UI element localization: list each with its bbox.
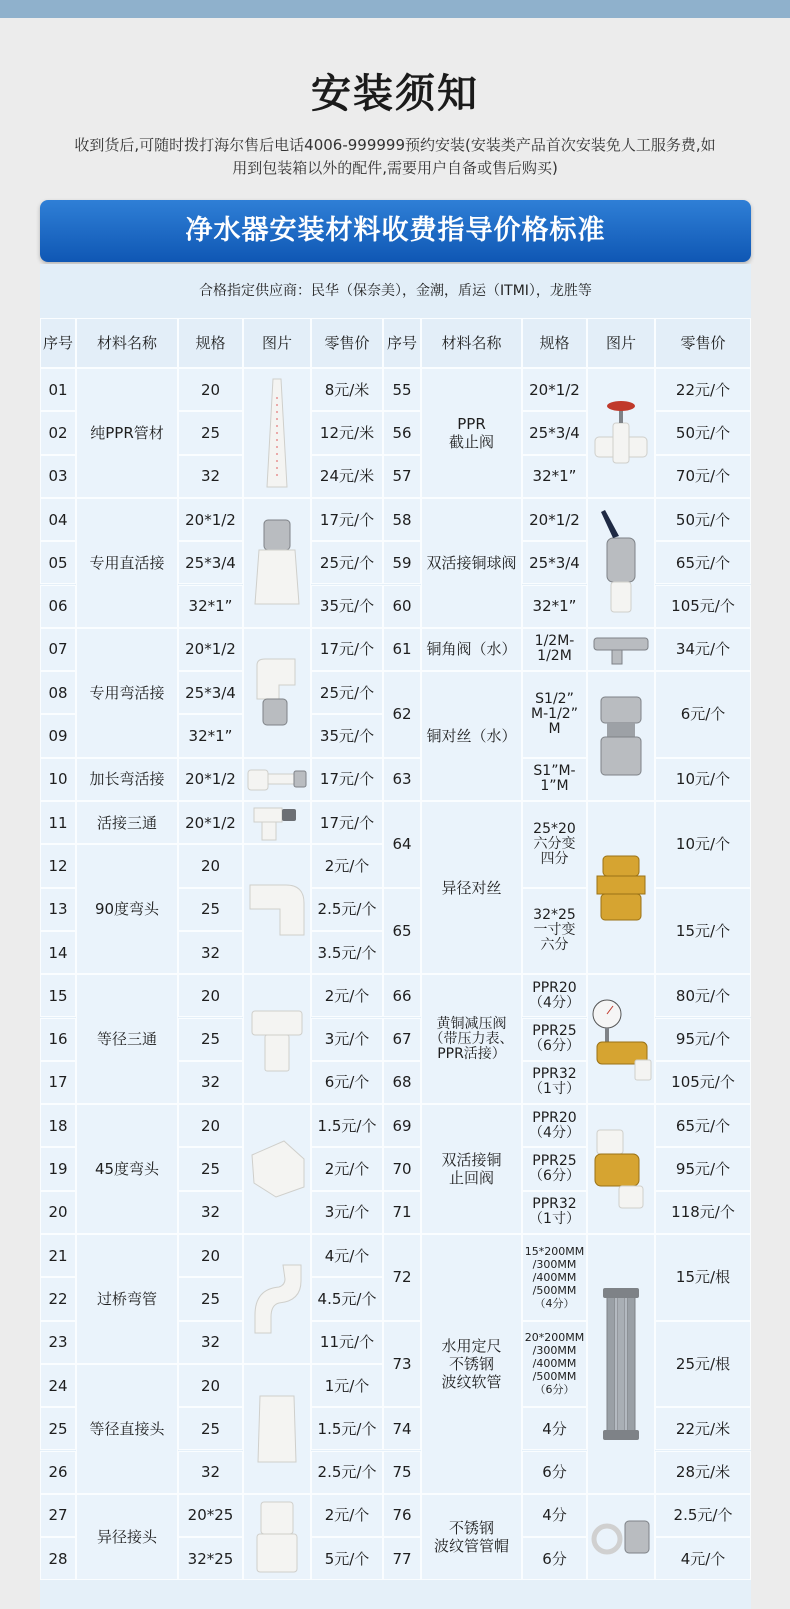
spec: 4分 xyxy=(522,1407,587,1450)
row-number: 73 xyxy=(383,1321,421,1408)
row-number: 55 xyxy=(383,368,421,411)
material-name: 专用弯活接 xyxy=(76,628,178,758)
material-name: 等径三通 xyxy=(76,974,178,1104)
stop-valve-icon xyxy=(591,397,651,469)
column-header: 图片 xyxy=(243,318,311,368)
material-name: 双活接铜球阀 xyxy=(421,498,522,628)
row-number: 16 xyxy=(40,1018,76,1061)
retail-price: 4元/个 xyxy=(655,1537,751,1580)
row-number: 76 xyxy=(383,1494,421,1537)
row-number: 57 xyxy=(383,455,421,498)
retail-price: 34元/个 xyxy=(655,628,751,671)
retail-price: 2元/个 xyxy=(311,1494,383,1537)
spec: 20 xyxy=(178,844,243,887)
retail-price: 12元/米 xyxy=(311,411,383,454)
row-number: 56 xyxy=(383,411,421,454)
column-header: 序号 xyxy=(40,318,76,368)
spec: 20*200MM /300MM /400MM /500MM （6分） xyxy=(522,1321,587,1408)
row-number: 28 xyxy=(40,1537,76,1580)
install-notice: 收到货后,可随时拨打海尔售后电话4006-999999预约安装(安装类产品首次安装免人工服务费,如用到包装箱以外的配件,需要用户自备或售后购买) xyxy=(74,136,716,177)
spec: 20 xyxy=(178,368,243,411)
row-number: 69 xyxy=(383,1104,421,1147)
row-number: 13 xyxy=(40,888,76,931)
spec: 32*1” xyxy=(178,585,243,628)
material-name: 黄铜减压阀 （带压力表、 PPR活接） xyxy=(421,974,522,1104)
spec: 32 xyxy=(178,1191,243,1234)
spec: 32 xyxy=(178,455,243,498)
retail-price: 17元/个 xyxy=(311,758,383,801)
retail-price: 25元/个 xyxy=(311,671,383,714)
retail-price: 2.5元/个 xyxy=(311,1451,383,1494)
spec: 25*20 六分变 四分 xyxy=(522,801,587,888)
retail-price: 17元/个 xyxy=(311,801,383,844)
spec: 20*1/2 xyxy=(178,628,243,671)
material-name: 水用定尺 不锈钢 波纹软管 xyxy=(421,1234,522,1494)
spec: 32 xyxy=(178,1061,243,1104)
retail-price: 15元/个 xyxy=(655,888,751,975)
retail-price: 22元/米 xyxy=(655,1407,751,1450)
row-number: 62 xyxy=(383,671,421,758)
price-table xyxy=(40,318,751,1609)
retail-price: 17元/个 xyxy=(311,498,383,541)
long-elbow-union-icon xyxy=(246,766,308,792)
spec: 20*1/2 xyxy=(522,368,587,411)
material-name: 纯PPR管材 xyxy=(76,368,178,498)
row-number: 18 xyxy=(40,1104,76,1147)
retail-price: 5元/个 xyxy=(311,1537,383,1580)
retail-price: 3.5元/个 xyxy=(311,931,383,974)
row-number: 22 xyxy=(40,1277,76,1320)
row-number: 74 xyxy=(383,1407,421,1450)
straight-union-icon xyxy=(251,518,303,608)
spec: 25*3/4 xyxy=(522,541,587,584)
material-name: 加长弯活接 xyxy=(76,758,178,801)
retail-price: 95元/个 xyxy=(655,1018,751,1061)
row-number: 23 xyxy=(40,1321,76,1364)
row-number: 77 xyxy=(383,1537,421,1580)
row-number: 27 xyxy=(40,1494,76,1537)
material-name: 不锈钢 波纹管管帽 xyxy=(421,1494,522,1581)
spec: 25 xyxy=(178,411,243,454)
spec: 32*25 xyxy=(178,1537,243,1580)
top-band xyxy=(0,0,790,18)
retail-price: 2元/个 xyxy=(311,974,383,1017)
row-number: 60 xyxy=(383,585,421,628)
row-number: 68 xyxy=(383,1061,421,1104)
row-number: 63 xyxy=(383,758,421,801)
spec: S1/2” M-1/2” M xyxy=(522,671,587,758)
column-header: 规格 xyxy=(522,318,587,368)
row-number: 72 xyxy=(383,1234,421,1321)
row-number: 20 xyxy=(40,1191,76,1234)
retail-price: 25元/根 xyxy=(655,1321,751,1408)
retail-price: 25元/个 xyxy=(311,541,383,584)
spec: 4分 xyxy=(522,1494,587,1537)
spec: 32*1” xyxy=(178,714,243,757)
spec: PPR25 （6分） xyxy=(522,1147,587,1190)
retail-price: 1.5元/个 xyxy=(311,1407,383,1450)
row-number: 17 xyxy=(40,1061,76,1104)
retail-price: 3元/个 xyxy=(311,1018,383,1061)
retail-price: 17元/个 xyxy=(311,628,383,671)
material-name: 铜角阀（水） xyxy=(421,628,522,671)
elbow-45-icon xyxy=(246,1137,308,1201)
spec: 32*25 一寸变 六分 xyxy=(522,888,587,975)
spec: 32*1” xyxy=(522,585,587,628)
angle-valve-icon xyxy=(592,632,650,666)
spec: 25*3/4 xyxy=(178,671,243,714)
retail-price: 11元/个 xyxy=(311,1321,383,1364)
row-number: 11 xyxy=(40,801,76,844)
spec: 15*200MM /300MM /400MM /500MM （4分） xyxy=(522,1234,587,1321)
row-number: 21 xyxy=(40,1234,76,1277)
retail-price: 35元/个 xyxy=(311,714,383,757)
retail-price: 80元/个 xyxy=(655,974,751,1017)
row-number: 26 xyxy=(40,1451,76,1494)
spec: PPR25 （6分） xyxy=(522,1018,587,1061)
spec: 25 xyxy=(178,1407,243,1450)
row-number: 67 xyxy=(383,1018,421,1061)
row-number: 09 xyxy=(40,714,76,757)
row-number: 15 xyxy=(40,974,76,1017)
spec: 25 xyxy=(178,1277,243,1320)
row-number: 70 xyxy=(383,1147,421,1190)
spec: 20*1/2 xyxy=(178,498,243,541)
row-number: 01 xyxy=(40,368,76,411)
row-number: 02 xyxy=(40,411,76,454)
pressure-reducing-valve-icon xyxy=(589,994,653,1084)
material-name: 活接三通 xyxy=(76,801,178,844)
retail-price: 35元/个 xyxy=(311,585,383,628)
material-name: 90度弯头 xyxy=(76,844,178,974)
union-tee-icon xyxy=(252,804,302,842)
material-name: 等径直接头 xyxy=(76,1364,178,1494)
row-number: 25 xyxy=(40,1407,76,1450)
retail-price: 28元/米 xyxy=(655,1451,751,1494)
row-number: 71 xyxy=(383,1191,421,1234)
material-name: 异径对丝 xyxy=(421,801,522,974)
supplier-line: 合格指定供应商：民华（保奈美），金潮，盾运（ITMI），龙胜等 xyxy=(40,264,751,318)
spec: 32 xyxy=(178,1321,243,1364)
price-table-banner: 净水器安装材料收费指导价格标准 xyxy=(40,200,751,262)
retail-price: 2元/个 xyxy=(311,844,383,887)
spec: 20 xyxy=(178,1234,243,1277)
spec: 25 xyxy=(178,1018,243,1061)
row-number: 08 xyxy=(40,671,76,714)
material-name: 过桥弯管 xyxy=(76,1234,178,1364)
spec: 32*1” xyxy=(522,455,587,498)
spec: 32 xyxy=(178,1451,243,1494)
retail-price: 105元/个 xyxy=(655,1061,751,1104)
column-header: 材料名称 xyxy=(421,318,522,368)
hose-cap-icon xyxy=(589,1509,653,1565)
spec: 20 xyxy=(178,1364,243,1407)
spec: 25*3/4 xyxy=(522,411,587,454)
row-number: 19 xyxy=(40,1147,76,1190)
column-header: 材料名称 xyxy=(76,318,178,368)
row-number: 24 xyxy=(40,1364,76,1407)
spec: PPR20 （4分） xyxy=(522,974,587,1017)
retail-price: 4元/个 xyxy=(311,1234,383,1277)
corrugated-hose-icon xyxy=(601,1286,641,1442)
ppr-pipe-icon xyxy=(264,377,290,489)
retail-price: 1.5元/个 xyxy=(311,1104,383,1147)
retail-price: 70元/个 xyxy=(655,455,751,498)
reducing-nipple-icon xyxy=(593,852,649,924)
retail-price: 118元/个 xyxy=(655,1191,751,1234)
straight-coupling-icon xyxy=(254,1394,300,1464)
retail-price: 24元/米 xyxy=(311,455,383,498)
spec: 25*3/4 xyxy=(178,541,243,584)
retail-price: 50元/个 xyxy=(655,411,751,454)
retail-price: 2元/个 xyxy=(311,1147,383,1190)
row-number: 59 xyxy=(383,541,421,584)
retail-price: 3元/个 xyxy=(311,1191,383,1234)
spec: 20*1/2 xyxy=(178,801,243,844)
reducing-coupling-icon xyxy=(255,1500,299,1574)
row-number: 66 xyxy=(383,974,421,1017)
retail-price: 2.5元/个 xyxy=(655,1494,751,1537)
spec: 20 xyxy=(178,1104,243,1147)
retail-price: 22元/个 xyxy=(655,368,751,411)
retail-price: 65元/个 xyxy=(655,1104,751,1147)
column-header: 图片 xyxy=(587,318,655,368)
row-number: 07 xyxy=(40,628,76,671)
ball-valve-icon xyxy=(593,508,649,618)
spec: PPR32 （1寸） xyxy=(522,1191,587,1234)
spec: 20*1/2 xyxy=(178,758,243,801)
retail-price: 10元/个 xyxy=(655,758,751,801)
spec: 6分 xyxy=(522,1537,587,1580)
column-header: 零售价 xyxy=(655,318,751,368)
column-header: 序号 xyxy=(383,318,421,368)
row-number: 10 xyxy=(40,758,76,801)
retail-price: 4.5元/个 xyxy=(311,1277,383,1320)
nipple-icon xyxy=(595,693,647,779)
material-name: 45度弯头 xyxy=(76,1104,178,1234)
retail-price: 6元/个 xyxy=(311,1061,383,1104)
retail-price: 2.5元/个 xyxy=(311,888,383,931)
retail-price: 105元/个 xyxy=(655,585,751,628)
material-name: 双活接铜 止回阀 xyxy=(421,1104,522,1234)
check-valve-icon xyxy=(591,1126,651,1212)
retail-price: 65元/个 xyxy=(655,541,751,584)
row-number: 12 xyxy=(40,844,76,887)
row-number: 06 xyxy=(40,585,76,628)
spec: 20*1/2 xyxy=(522,498,587,541)
spec: PPR32 （1寸） xyxy=(522,1061,587,1104)
spec: 20 xyxy=(178,974,243,1017)
row-number: 58 xyxy=(383,498,421,541)
row-number: 65 xyxy=(383,888,421,975)
elbow-union-icon xyxy=(251,655,303,731)
material-name: PPR 截止阀 xyxy=(421,368,522,498)
retail-price: 6元/个 xyxy=(655,671,751,758)
row-number: 05 xyxy=(40,541,76,584)
spec: 25 xyxy=(178,1147,243,1190)
material-name: 专用直活接 xyxy=(76,498,178,628)
row-number: 64 xyxy=(383,801,421,888)
spec: S1”M- 1”M xyxy=(522,758,587,801)
retail-price: 10元/个 xyxy=(655,801,751,888)
row-number: 75 xyxy=(383,1451,421,1494)
retail-price: 1元/个 xyxy=(311,1364,383,1407)
spec: 6分 xyxy=(522,1451,587,1494)
bridge-bend-icon xyxy=(249,1261,305,1337)
spec: 20*25 xyxy=(178,1494,243,1537)
row-number: 04 xyxy=(40,498,76,541)
retail-price: 50元/个 xyxy=(655,498,751,541)
retail-price: 15元/根 xyxy=(655,1234,751,1321)
spec: 32 xyxy=(178,931,243,974)
retail-price: 95元/个 xyxy=(655,1147,751,1190)
elbow-90-icon xyxy=(246,879,308,939)
spec: PPR20 （4分） xyxy=(522,1104,587,1147)
row-number: 03 xyxy=(40,455,76,498)
spec: 1/2M- 1/2M xyxy=(522,628,587,671)
spec: 25 xyxy=(178,888,243,931)
row-number: 61 xyxy=(383,628,421,671)
material-name: 铜对丝（水） xyxy=(421,671,522,801)
material-name: 异径接头 xyxy=(76,1494,178,1581)
row-number: 14 xyxy=(40,931,76,974)
equal-tee-icon xyxy=(248,1003,306,1075)
column-header: 规格 xyxy=(178,318,243,368)
column-header: 零售价 xyxy=(311,318,383,368)
retail-price: 8元/米 xyxy=(311,368,383,411)
page-title: 安装须知 xyxy=(311,71,479,117)
